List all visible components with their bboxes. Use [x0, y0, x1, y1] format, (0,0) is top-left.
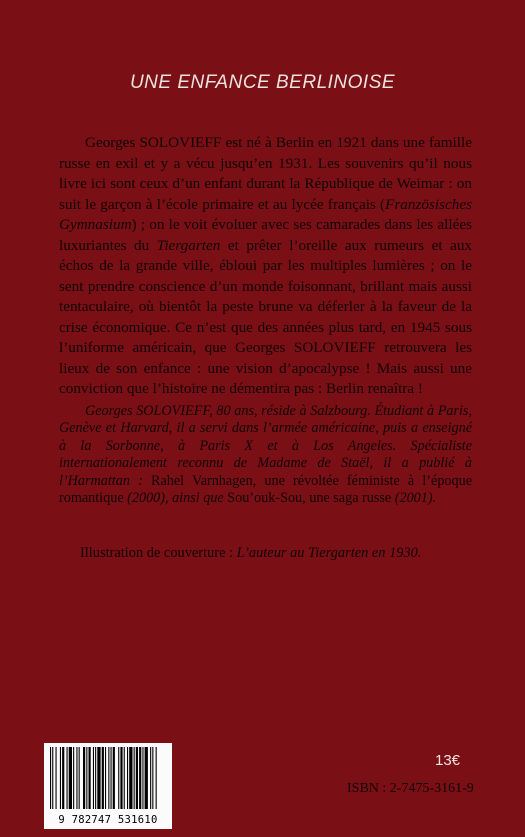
price-label: 13€: [435, 752, 461, 769]
summary-text-3: et prêter l’oreille aux rumeurs et aux échos de la grande ville, ébloui par les multiples lumières ; on le sent prendre conscience d’un monde foisonnant, brillant mais aussi tentaculaire, où bientôt la peste brune va déferler à la faveur de la crise économique. Ce n’est que des années plus tard, en 1945 sous l’uniforme américain, que Georges SOLOVIEFF retrouvera les lieux de son enfance : une vision d’apocalypse ! Mais aussi une conviction que l’histoire ne démentira pas : Berlin renaîtra !: [59, 236, 473, 397]
barcode-digits: 9 782747 531610: [58, 814, 158, 826]
bio-text-2: Rahel Varnhagen, une révoltée féministe à l’époque romantique: [59, 472, 472, 507]
cover-illustration-credit: [80, 544, 480, 562]
author-bio: [59, 403, 472, 507]
bio-text-4: Sou’ouk-Sou, une saga russe: [223, 490, 395, 507]
bio-italic-5: (2001).: [394, 490, 437, 507]
barcode: [44, 743, 172, 829]
bio-italic-3: (2000), ainsi que: [127, 490, 224, 507]
summary-text-2: ) ; on le voit évoluer avec ses camarades dans les allées luxuriantes du: [59, 216, 472, 254]
credit-text: L’auteur au Tiergarten en 1930.: [236, 545, 422, 561]
isbn-label: ISBN : 2-7475-3161-9: [347, 781, 474, 796]
bio-italic-1: Georges SOLOVIEFF, 80 ans, réside à Salzbourg. Étudiant à Paris, Genève et Harvard, il a servi dans l’armée américaine, puis a enseigné à la Sorbonne, à Paris X et à Los Angeles. Spécialiste internationalement reconnu de Madame de Staël, il a publié à l’Harmattan :: [59, 403, 472, 489]
barcode-bars: [44, 743, 172, 813]
summary-text-1: Georges SOLOVIEFF est né à Berlin en 1921 dans une famille russe en exil et y a vécu jusqu’en 1931. Les souvenirs qu’il nous livre ici sont ceux d’un enfant durant la République de Weimar : on suit le garçon à l’école primaire et au lycée français (: [59, 134, 472, 213]
credit-label: Illustration de couverture :: [80, 545, 237, 561]
book-title: UNE ENFANCE BERLINOISE: [129, 72, 396, 93]
summary-italic-tiergarten: Tiergarten: [156, 236, 221, 254]
summary-italic-gymnasium: Französisches Gymnasium: [59, 195, 472, 233]
summary-paragraph: [59, 133, 472, 400]
